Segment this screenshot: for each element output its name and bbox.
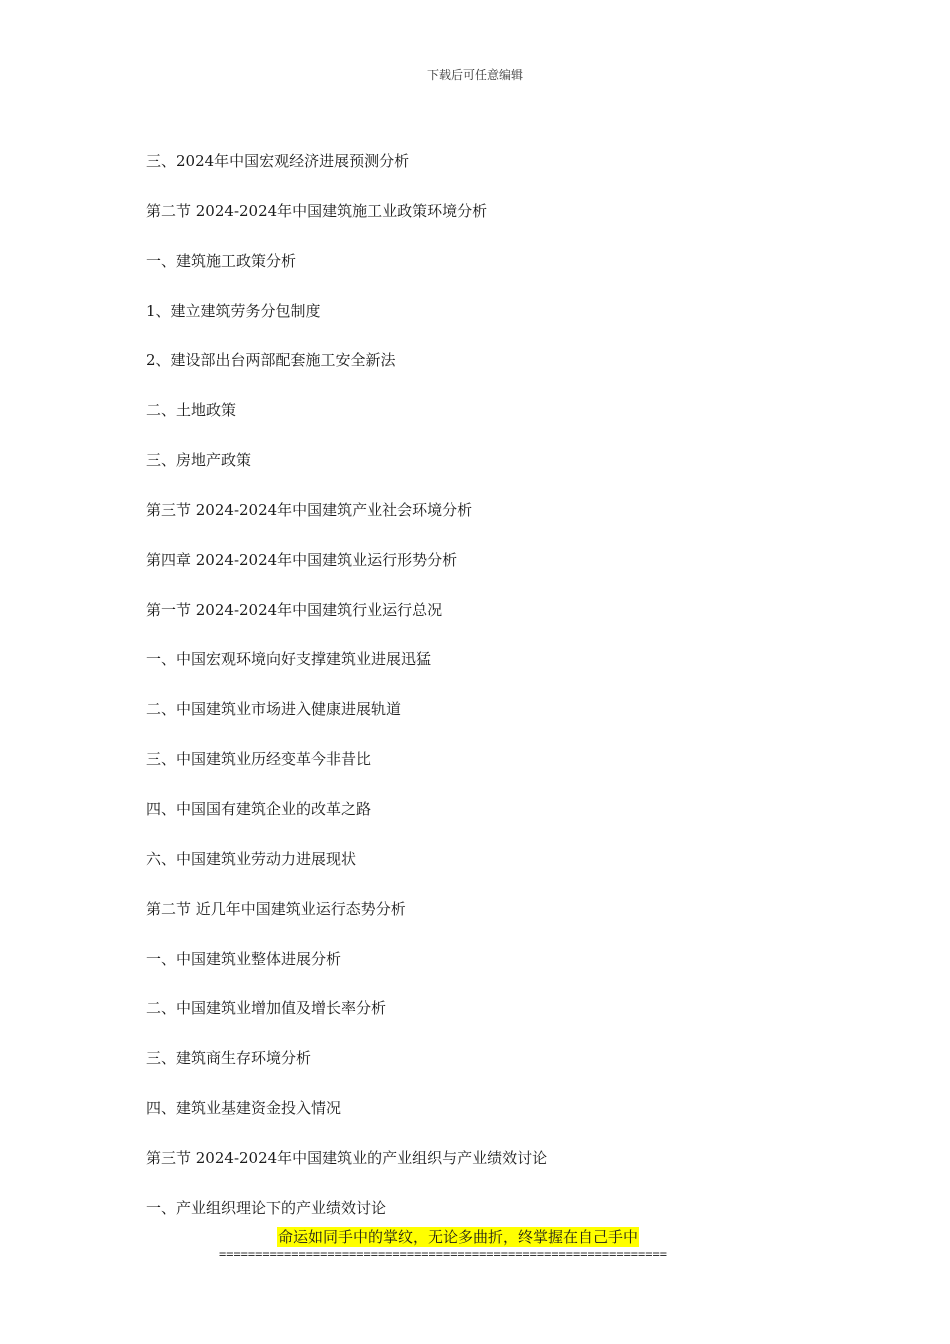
toc-item: 六、中国建筑业劳动力进展现状: [146, 849, 357, 868]
toc-item: 一、中国建筑业整体进展分析: [146, 949, 342, 968]
toc-item: 第三节 2024-2024年中国建筑业的产业组织与产业绩效讨论: [146, 1148, 548, 1167]
toc-item: 第二节 近几年中国建筑业运行态势分析: [146, 899, 406, 918]
toc-item: 一、产业组织理论下的产业绩效讨论: [146, 1198, 387, 1217]
toc-item: 第二节 2024-2024年中国建筑施工业政策环境分析: [146, 201, 488, 220]
toc-item: 四、中国国有建筑企业的改革之路: [146, 799, 372, 818]
toc-item: 三、建筑商生存环境分析: [146, 1049, 312, 1068]
toc-item: 三、2024年中国宏观经济进展预测分析: [146, 152, 410, 170]
header-note: 下载后可任意编辑: [426, 68, 523, 82]
footer-motto: 命运如同手中的掌纹，无论多曲折，终掌握在自己手中: [278, 1228, 639, 1246]
toc-item: 三、房地产政策: [146, 451, 252, 470]
toc-item: 四、建筑业基建资金投入情况: [146, 1099, 342, 1118]
table-of-contents: [146, 149, 826, 1246]
toc-item: 一、建筑施工政策分析: [146, 251, 297, 270]
toc-item: 二、中国建筑业增加值及增长率分析: [146, 999, 387, 1018]
toc-item: 2、建设部出台两部配套施工安全新法: [146, 351, 396, 370]
toc-item: 三、中国建筑业历经变革今非昔比: [146, 750, 372, 769]
toc-item: 1、建立建筑劳务分包制度: [146, 301, 321, 320]
toc-item: 第四章 2024-2024年中国建筑业运行形势分析: [146, 550, 458, 569]
toc-item: 一、中国宏观环境向好支撑建筑业进展迅猛: [146, 650, 432, 669]
toc-item: 二、土地政策: [146, 401, 237, 420]
toc-item: 第一节 2024-2024年中国建筑行业运行总况: [146, 600, 443, 619]
toc-item: 二、中国建筑业市场进入健康进展轨道: [146, 700, 402, 719]
footer-divider: ==============================================================: [219, 1247, 667, 1261]
toc-item: 第三节 2024-2024年中国建筑产业社会环境分析: [146, 500, 473, 519]
